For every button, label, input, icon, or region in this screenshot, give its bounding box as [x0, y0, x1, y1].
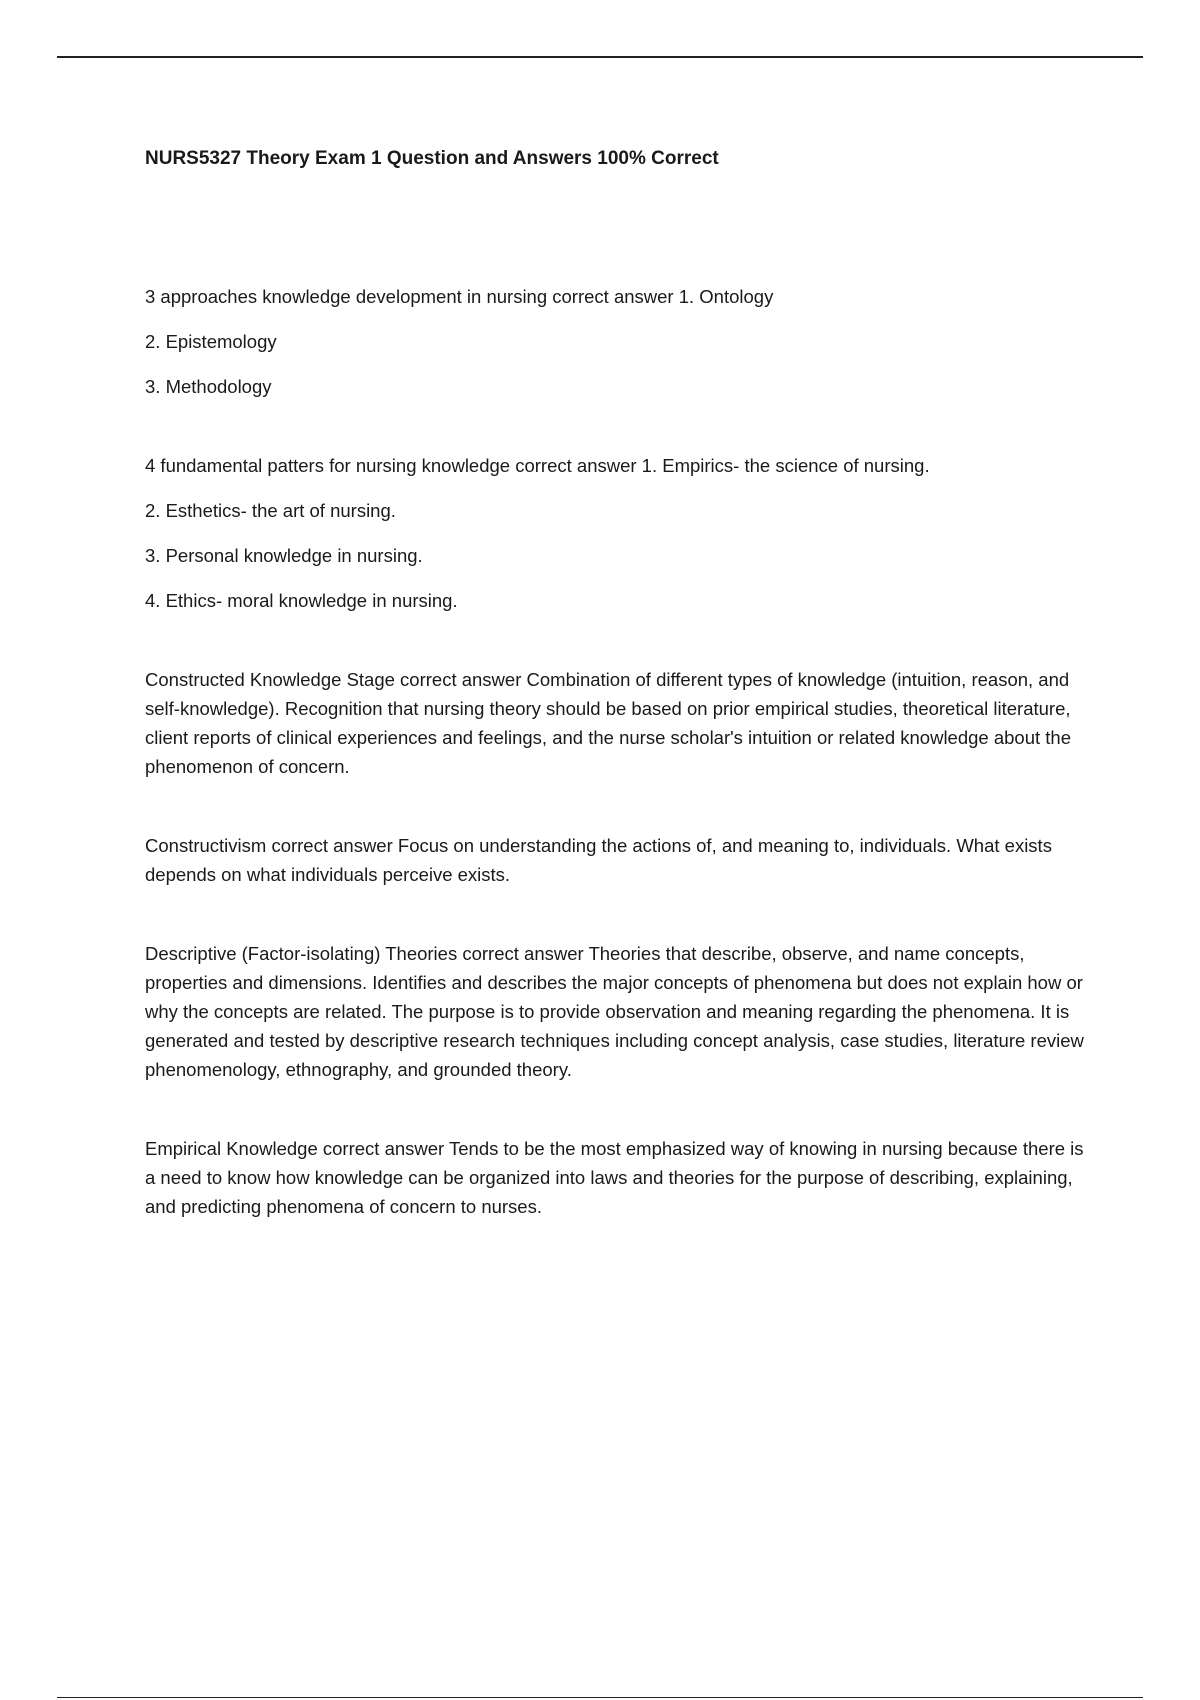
qa-line: 2. Epistemology [145, 331, 277, 352]
qa-item-approaches [145, 282, 1090, 401]
document-content [145, 146, 1090, 1221]
qa-paragraph: Constructed Knowledge Stage correct answer Combination of different types of knowledge (intuition, reason, and self-knowledge). Recognition that nursing theory should be based on prior empirical studies, theoretical literature, client reports of clinical experiences and feelings, and the nurse scholar's intuition or related knowledge about the phenomenon of concern. [145, 669, 1072, 777]
qa-item-descriptive-theories [145, 939, 1090, 1084]
document-title: NURS5327 Theory Exam 1 Question and Answers 100% Correct [145, 148, 719, 169]
qa-paragraph: Constructivism correct answer Focus on understanding the actions of, and meaning to, individuals. What exists depends on what individuals perceive exists. [145, 835, 1052, 885]
qa-list [145, 282, 1090, 1221]
top-divider [57, 56, 1143, 58]
qa-line: 4. Ethics- moral knowledge in nursing. [145, 590, 458, 611]
qa-line: 3 approaches knowledge development in nursing correct answer 1. Ontology [145, 286, 774, 307]
qa-line: 3. Personal knowledge in nursing. [145, 545, 423, 566]
qa-item-constructed-knowledge [145, 665, 1090, 781]
qa-item-constructivism [145, 831, 1090, 889]
qa-line: 2. Esthetics- the art of nursing. [145, 500, 396, 521]
qa-item-empirical-knowledge [145, 1134, 1090, 1221]
qa-line: 3. Methodology [145, 376, 272, 397]
qa-paragraph: Descriptive (Factor-isolating) Theories correct answer Theories that describe, observe, and name concepts, properties and dimensions. Identifies and describes the major concepts of phenomena but does not explain how or why the concepts are related. The purpose is to provide observation and meaning regarding the phenomena. It is generated and tested by descriptive research techniques including concept analysis, case studies, literature review phenomenology, ethnography, and grounded theory. [145, 943, 1084, 1080]
qa-paragraph: Empirical Knowledge correct answer Tends to be the most emphasized way of knowing in nursing because there is a need to know how knowledge can be organized into laws and theories for the purpose of describing, explaining, and predicting phenomena of concern to nurses. [145, 1138, 1084, 1217]
qa-line: 4 fundamental patters for nursing knowledge correct answer 1. Empirics- the science of nursing. [145, 455, 930, 476]
qa-item-fundamental-patterns [145, 451, 1090, 615]
bottom-divider [57, 1697, 1143, 1698]
